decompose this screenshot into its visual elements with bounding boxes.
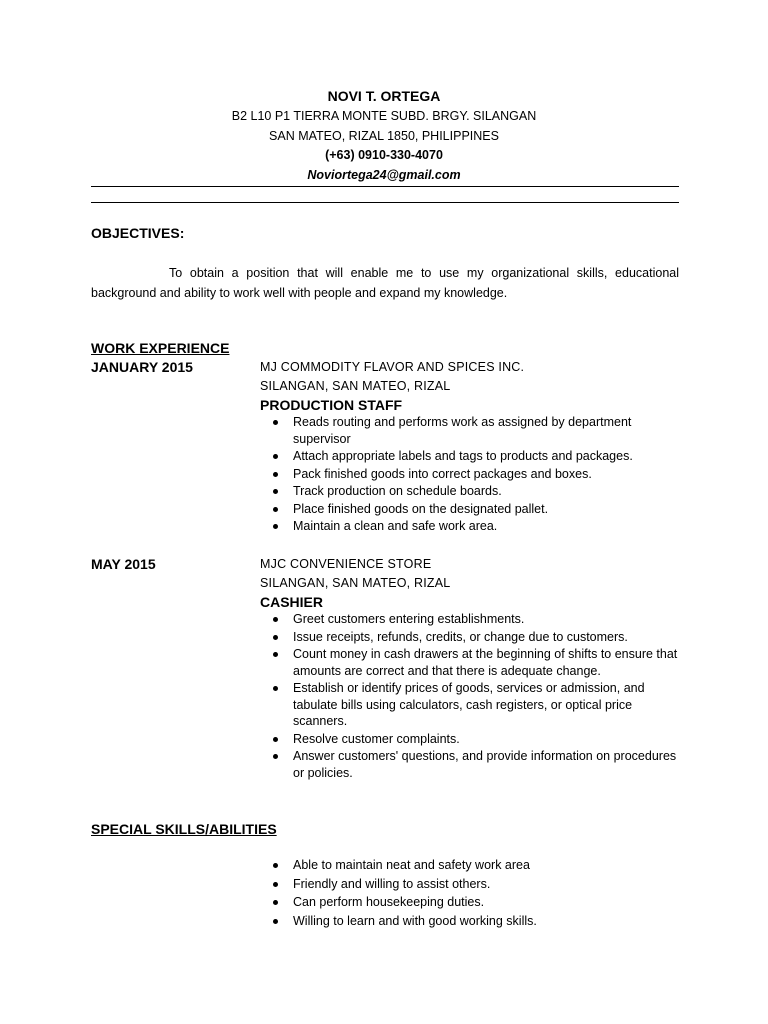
bullet-icon [273,617,278,622]
job-entry [260,555,680,782]
contact-header [0,87,768,185]
bullet-icon [273,524,278,529]
job-date: JANUARY 2015 [91,359,193,375]
header-divider-bottom [91,202,679,203]
work-experience-heading: WORK EXPERIENCE [91,340,230,356]
duty-text: Reads routing and performs work as assigned by department supervisor [293,415,632,446]
bullet-icon [273,737,278,742]
bullet-icon [273,686,278,691]
list-item [260,448,680,465]
bullet-icon [273,863,278,868]
list-item [260,646,680,679]
list-item [260,501,680,518]
address-line-2: SAN MATEO, RIZAL 1850, PHILIPPINES [269,128,499,143]
bullet-icon [273,635,278,640]
duty-text: Greet customers entering establishments. [293,612,525,626]
list-item [260,731,680,748]
bullet-icon [273,900,278,905]
list-item [260,414,680,447]
header-divider-top [91,186,679,187]
skill-text: Willing to learn and with good working skills. [293,913,537,928]
job-entry [260,358,680,536]
list-item [260,876,680,894]
email-address: Noviortega24@gmail.com [307,167,461,182]
bullet-icon [273,489,278,494]
duty-text: Count money in cash drawers at the beginning of shifts to ensure that amounts are correct and that there is adequate change. [293,647,678,678]
list-item [260,748,680,781]
job-date: MAY 2015 [91,556,156,572]
applicant-name: NOVI T. ORTEGA [327,88,441,104]
job-role: CASHIER [260,594,324,610]
company-name: MJ COMMODITY FLAVOR AND SPICES INC. [260,360,525,374]
duties-list [260,414,680,535]
skill-text: Friendly and willing to assist others. [293,876,491,891]
list-item [260,629,680,646]
phone-number: (+63) 0910-330-4070 [325,148,443,162]
list-item [260,680,680,730]
company-location: SILANGAN, SAN MATEO, RIZAL [260,379,451,393]
bullet-icon [273,882,278,887]
bullet-icon [273,472,278,477]
job-role: PRODUCTION STAFF [260,397,403,413]
bullet-icon [273,454,278,459]
skill-text: Able to maintain neat and safety work area [293,858,530,872]
bullet-icon [273,652,278,657]
bullet-icon [273,754,278,759]
list-item [260,857,680,875]
list-item [260,483,680,500]
list-item [260,913,680,931]
duties-list [260,611,680,781]
list-item [260,611,680,628]
duty-text: Resolve customer complaints. [293,731,460,746]
company-name: MJC CONVENIENCE STORE [260,557,432,571]
objectives-heading: OBJECTIVES: [91,225,185,241]
list-item [260,518,680,535]
duty-text: Maintain a clean and safe work area. [293,519,498,533]
bullet-icon [273,919,278,924]
skills-heading: SPECIAL SKILLS/ABILITIES [91,821,277,837]
company-location: SILANGAN, SAN MATEO, RIZAL [260,576,451,590]
skills-list [260,857,680,930]
skills-list-container [260,857,680,931]
duty-text: Place finished goods on the designated pallet. [293,501,549,516]
objectives-text: To obtain a position that will enable me to use my organizational skills, educational background and ability to work well with people and expand my knowledge. [91,266,679,300]
duty-text: Pack finished goods into correct packages and boxes. [293,466,592,481]
duty-text: Issue receipts, refunds, credits, or change due to customers. [293,629,628,644]
duty-text: Attach appropriate labels and tags to products and packages. [293,449,633,463]
duty-text: Track production on schedule boards. [293,484,502,498]
duty-text: Establish or identify prices of goods, services or admission, and tabulate bills using calculators, cash registers, or optical price scanners. [293,681,645,728]
skill-text: Can perform housekeeping duties. [293,895,485,909]
address-line-1: B2 L10 P1 TIERRA MONTE SUBD. BRGY. SILANGAN [231,109,537,123]
bullet-icon [273,420,278,425]
duty-text: Answer customers' questions, and provide information on procedures or policies. [293,749,677,780]
bullet-icon [273,507,278,512]
list-item [260,466,680,483]
list-item [260,894,680,912]
